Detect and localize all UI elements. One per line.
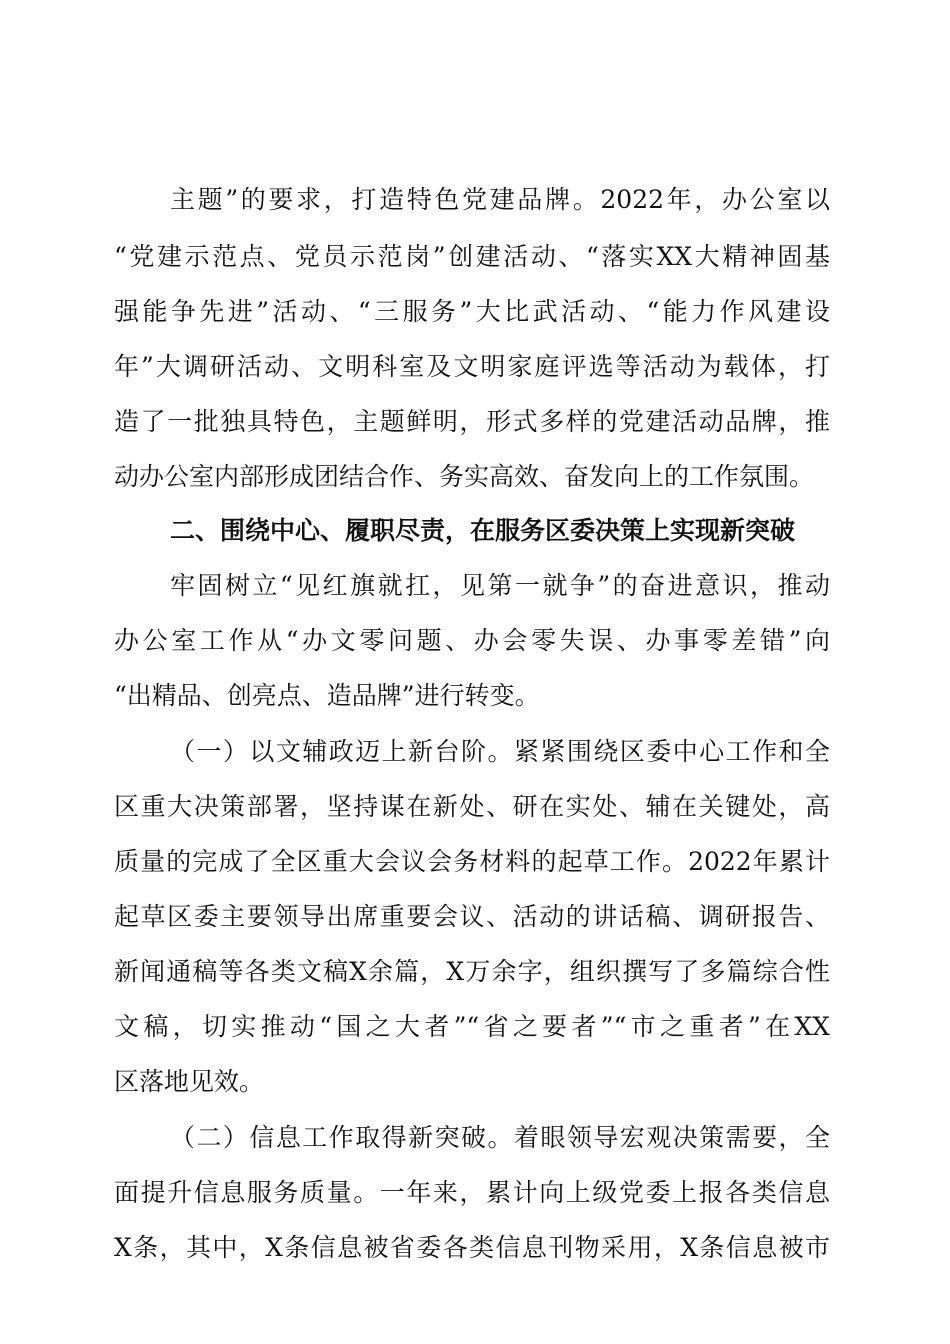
paragraph-line-12: 质量的完成了全区重大会议会务材料的起草工作。2022年累计: [114, 847, 830, 876]
paragraph-line-17: （二）信息工作取得新突破。着眼领导宏观决策需要，全: [170, 1123, 830, 1152]
paragraph-line-9: “出精品、创亮点、造品牌”进行转变。: [114, 681, 540, 710]
paragraph-line-10: （一）以文辅政迈上新台阶。紧紧围绕区委中心工作和全: [170, 737, 830, 766]
section-heading: 二、围绕中心、履职尽责，在服务区委决策上实现新突破: [170, 516, 796, 545]
paragraph-line-7: 牢固树立“见红旗就扛，见第一就争”的奋进意识，推动: [170, 571, 830, 600]
paragraph-line-1: 主题”的要求，打造特色党建品牌。2022年，办公室以: [170, 185, 830, 214]
paragraph-line-5: 造了一批独具特色，主题鲜明，形式多样的党建活动品牌，推: [114, 407, 830, 436]
paragraph-line-14: 新闻通稿等各类文稿X余篇，X万余字，组织撰写了多篇综合性: [114, 957, 830, 986]
paragraph-line-3: 强能争先进”活动、“三服务”大比武活动、“能力作风建设: [114, 297, 830, 326]
paragraph-line-18: 面提升信息服务质量。一年来，累计向上级党委上报各类信息: [114, 1178, 830, 1207]
paragraph-line-11: 区重大决策部署，坚持谋在新处、研在实处、辅在关键处，高: [114, 792, 830, 821]
paragraph-line-15: 文稿，切实推动“国之大者”“省之要者”“市之重者”在XX: [114, 1012, 830, 1041]
paragraph-line-19: X条，其中，X条信息被省委各类信息刊物采用，X条信息被市: [114, 1233, 830, 1262]
paragraph-line-16: 区落地见效。: [114, 1067, 265, 1096]
paragraph-line-8: 办公室工作从“办文零问题、办会零失误、办事零差错”向: [114, 626, 830, 655]
paragraph-line-4: 年”大调研活动、文明科室及文明家庭评选等活动为载体，打: [114, 352, 830, 381]
paragraph-line-6: 动办公室内部形成团结合作、务实高效、奋发向上的工作氛围。: [114, 462, 815, 491]
paragraph-line-13: 起草区委主要领导出席重要会议、活动的讲话稿、调研报告、: [114, 902, 830, 931]
paragraph-line-2: “党建示范点、党员示范岗”创建活动、“落实XX大精神固基: [114, 242, 830, 271]
